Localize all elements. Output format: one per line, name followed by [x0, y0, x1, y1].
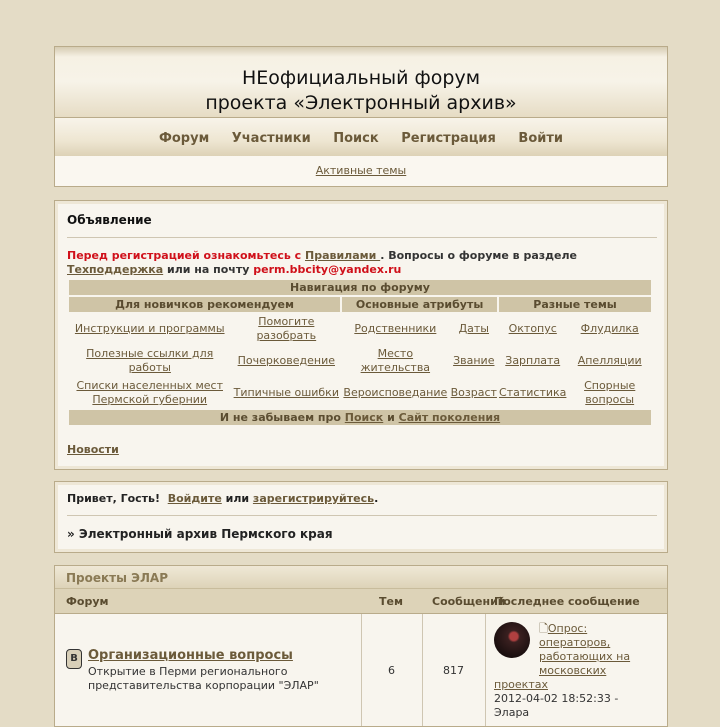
- site-title-line1: НЕофициальный форум: [241, 67, 481, 89]
- rules-link[interactable]: Правилами: [305, 249, 381, 262]
- last-post-meta: [494, 692, 618, 720]
- header-last-post: Последнее сообщение: [494, 595, 640, 608]
- nav-link[interactable]: Помогите разобрать: [256, 315, 317, 342]
- nav-link[interactable]: Родственники: [354, 322, 437, 335]
- nav-link[interactable]: Полезные ссылки для работы: [86, 347, 214, 374]
- forum-navigation-table: [67, 278, 653, 427]
- nav-register[interactable]: Регистрация: [401, 131, 496, 146]
- main-navigation: [54, 117, 668, 158]
- document-icon: 🗋: [539, 622, 548, 635]
- greeting-text: Привет, Гость!: [67, 492, 161, 505]
- last-post-link[interactable]: 🗋Опрос: операторов, работающих на московских: [539, 622, 631, 677]
- divider: [67, 237, 657, 238]
- nav-link[interactable]: Почерковедение: [237, 354, 335, 367]
- news-link[interactable]: Новости: [67, 443, 119, 456]
- nav-forum[interactable]: Форум: [158, 131, 210, 146]
- forum-status-icon: B: [66, 649, 82, 669]
- login-link[interactable]: Войдите: [167, 492, 222, 505]
- nav-table-title: Навигация по форуму: [69, 280, 651, 295]
- generation-site-link[interactable]: Сайт поколения: [398, 411, 501, 424]
- nav-link[interactable]: Инструкции и программы: [74, 322, 225, 335]
- nav-link[interactable]: Флудилка: [580, 322, 639, 335]
- nav-login[interactable]: Войти: [518, 131, 564, 146]
- nav-link[interactable]: Вероисповедание: [343, 386, 448, 399]
- email-text: или на почту: [163, 263, 254, 276]
- nav-link[interactable]: Списки населенных мест Пермской губернии: [76, 379, 223, 406]
- forum-header: [54, 46, 668, 117]
- last-post-link-cont[interactable]: проектах: [494, 678, 548, 691]
- nav-link[interactable]: Апелляции: [577, 354, 642, 367]
- nav-link[interactable]: Даты: [458, 322, 489, 335]
- search-link[interactable]: Поиск: [344, 411, 384, 424]
- forum-title-link[interactable]: Организационные вопросы: [88, 648, 293, 663]
- breadcrumb: » Электронный архив Пермского края: [67, 527, 333, 541]
- post-count: 817: [443, 664, 464, 677]
- rules-notice: Перед регистрацией ознакомьтесь с: [67, 249, 305, 262]
- forum-row: [55, 614, 667, 726]
- nav-members[interactable]: Участники: [231, 131, 311, 146]
- header-forum: Форум: [66, 595, 109, 608]
- sub-navigation: [54, 156, 668, 187]
- forum-category: [54, 565, 668, 727]
- announcement-title: Объявление: [67, 213, 152, 227]
- nav-link[interactable]: Статистика: [499, 386, 567, 399]
- nav-link[interactable]: Место жительства: [360, 347, 431, 374]
- support-text: . Вопросы о форуме в разделе: [380, 249, 577, 262]
- last-post-date: 2012-04-02 18:52:33 -: [494, 692, 619, 705]
- forum-table-header: [55, 589, 667, 614]
- nav-link[interactable]: Октопус: [508, 322, 557, 335]
- nav-link[interactable]: Звание: [453, 354, 495, 367]
- nav-table-footer: И не забываем про Поиск и Сайт поколения: [69, 410, 651, 425]
- active-topics-link[interactable]: Активные темы: [315, 164, 407, 177]
- nav-link[interactable]: Типичные ошибки: [233, 386, 339, 399]
- nav-link[interactable]: Спорные вопросы: [584, 379, 636, 406]
- divider: [67, 515, 657, 516]
- nav-search[interactable]: Поиск: [333, 131, 379, 146]
- register-link[interactable]: зарегистрируйтесь: [252, 492, 375, 505]
- topic-count: 6: [388, 664, 395, 677]
- nav-link[interactable]: Зарплата: [505, 354, 561, 367]
- nav-col-newbies: Для новичков рекомендуем: [69, 297, 340, 312]
- or-text: или: [221, 492, 253, 505]
- nav-col-attributes: Основные атрибуты: [342, 297, 497, 312]
- category-title[interactable]: Проекты ЭЛАР: [66, 571, 168, 585]
- welcome-box: Привет, Гость! Войдите или зарегистрируйтесь. » Электронный архив Пермского края: [54, 481, 668, 553]
- site-title-line2: проекта «Электронный архив»: [205, 92, 517, 114]
- support-link[interactable]: Техподдержка: [67, 263, 164, 276]
- announcement-box: [54, 200, 668, 470]
- nav-link[interactable]: Возраст: [450, 386, 497, 399]
- header-posts: Сообщений: [432, 595, 506, 608]
- avatar[interactable]: [494, 622, 530, 658]
- nav-col-misc: Разные темы: [499, 297, 651, 312]
- forum-description: Открытие в Перми регионального представительства корпорации "ЭЛАР": [88, 665, 319, 692]
- header-topics: Тем: [379, 595, 403, 608]
- last-post-author: Элара: [494, 706, 530, 719]
- email-address: perm.bbcity@yandex.ru: [253, 263, 402, 276]
